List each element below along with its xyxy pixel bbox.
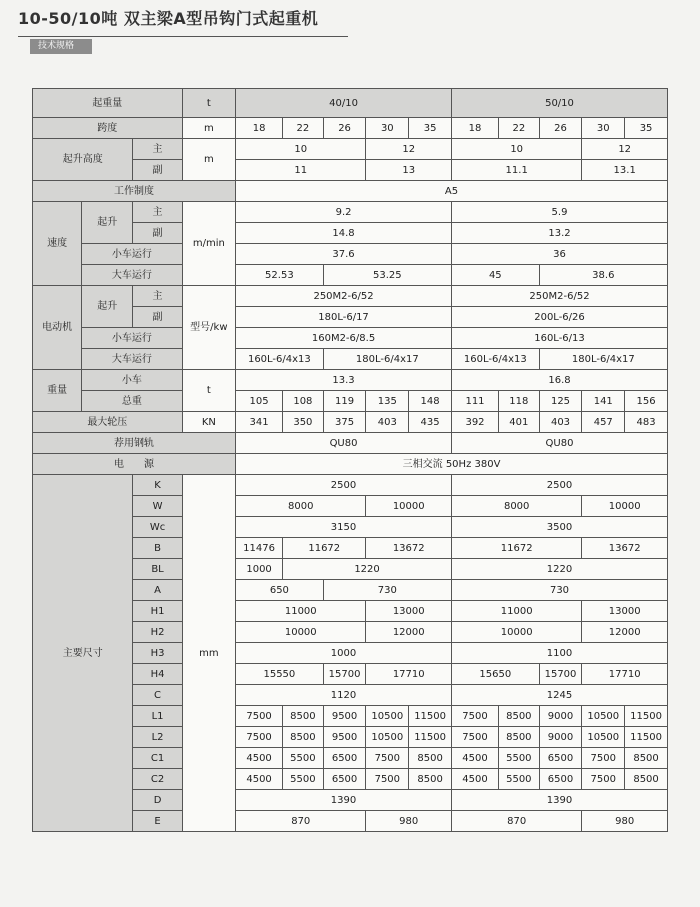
table-cell: 8500 <box>499 727 540 748</box>
table-cell: 11500 <box>625 706 668 727</box>
table-row <box>33 244 668 265</box>
table-cell: 4500 <box>452 769 499 790</box>
table-cell: 105 <box>236 391 283 412</box>
table-cell: 8500 <box>625 769 668 790</box>
table-row <box>33 202 668 223</box>
table-cell: 7500 <box>452 727 499 748</box>
table-cell: 9500 <box>323 727 366 748</box>
table-cell: 17710 <box>582 664 668 685</box>
table-cell: 250M2-6/52 <box>236 286 452 307</box>
table-row <box>33 349 668 370</box>
table-cell: 13.1 <box>582 160 668 181</box>
page-title: 10-50/10吨 双主梁A型吊钩门式起重机 <box>18 9 319 28</box>
table-cell: 8500 <box>283 727 324 748</box>
table-cell: 350 <box>283 412 324 433</box>
table-cell: 457 <box>582 412 625 433</box>
table-cell: 5500 <box>283 748 324 769</box>
table-cell: 435 <box>409 412 452 433</box>
table-cell: 10000 <box>366 496 452 517</box>
sub-label: 总重 <box>82 391 182 412</box>
spec-table <box>32 88 668 832</box>
table-cell: 13672 <box>582 538 668 559</box>
unit-cell: t <box>182 370 235 412</box>
table-cell: 250M2-6/52 <box>452 286 668 307</box>
table-cell: 35 <box>409 118 452 139</box>
table-cell: 3150 <box>236 517 452 538</box>
table-row <box>33 475 668 496</box>
table-cell: 13 <box>366 160 452 181</box>
table-row <box>33 265 668 286</box>
table-cell: 8500 <box>625 748 668 769</box>
table-cell: 15700 <box>539 664 582 685</box>
sub-label: 主 <box>133 139 182 160</box>
table-cell: 403 <box>539 412 582 433</box>
sub-label: D <box>133 790 182 811</box>
table-cell: 9000 <box>539 727 582 748</box>
group-header-50-10: 50/10 <box>452 89 668 118</box>
sub-label: 大车运行 <box>82 349 182 370</box>
table-cell: 375 <box>323 412 366 433</box>
table-cell: 11672 <box>283 538 366 559</box>
table-cell: 2500 <box>452 475 668 496</box>
sub-label: 小车 <box>82 370 182 391</box>
table-cell: 111 <box>452 391 499 412</box>
table-cell: 38.6 <box>539 265 667 286</box>
table-cell: 11500 <box>409 706 452 727</box>
table-cell: 6500 <box>539 769 582 790</box>
table-cell: 10500 <box>582 727 625 748</box>
sub-label: 起升 <box>82 202 133 244</box>
sub-label: 小车运行 <box>82 244 182 265</box>
table-cell: 160L-6/4x13 <box>452 349 540 370</box>
sub-label: C <box>133 685 182 706</box>
table-cell: 10500 <box>582 706 625 727</box>
sub-label: 副 <box>133 307 182 328</box>
table-cell: 1000 <box>236 559 283 580</box>
table-cell: 11500 <box>409 727 452 748</box>
table-cell: 45 <box>452 265 540 286</box>
row-label: 跨度 <box>33 118 183 139</box>
unit-cell: m <box>182 139 235 181</box>
table-cell: 180L-6/4x17 <box>323 349 451 370</box>
table-cell: 7500 <box>366 748 409 769</box>
table-cell: 9000 <box>539 706 582 727</box>
unit-cell: mm <box>182 475 235 832</box>
sub-label: C1 <box>133 748 182 769</box>
table-cell: A5 <box>236 181 668 202</box>
table-cell: 10000 <box>236 622 366 643</box>
table-row <box>33 181 668 202</box>
table-cell: 4500 <box>236 769 283 790</box>
row-label: 荐用钢轨 <box>33 433 236 454</box>
table-cell: 36 <box>452 244 668 265</box>
row-label: 主要尺寸 <box>33 475 133 832</box>
table-row <box>33 328 668 349</box>
table-cell: 6500 <box>323 748 366 769</box>
table-cell: 7500 <box>582 748 625 769</box>
table-cell: 2500 <box>236 475 452 496</box>
table-cell: 3500 <box>452 517 668 538</box>
table-cell: 30 <box>366 118 409 139</box>
unit-cell: m <box>182 118 235 139</box>
table-cell: 180L-6/17 <box>236 307 452 328</box>
row-label: 起升高度 <box>33 139 133 181</box>
table-cell: 119 <box>323 391 366 412</box>
sub-label: 主 <box>133 286 182 307</box>
table-cell: 135 <box>366 391 409 412</box>
table-cell: 8500 <box>499 706 540 727</box>
sub-label: 副 <box>133 223 182 244</box>
table-cell: 7500 <box>582 769 625 790</box>
table-cell: 13000 <box>366 601 452 622</box>
table-row <box>33 454 668 475</box>
table-cell: 108 <box>283 391 324 412</box>
row-label: 重量 <box>33 370 82 412</box>
row-label: 电 源 <box>33 454 236 475</box>
table-cell: 10 <box>236 139 366 160</box>
table-cell: 52.53 <box>236 265 324 286</box>
table-cell: 1390 <box>236 790 452 811</box>
table-cell: 7500 <box>366 769 409 790</box>
table-cell: 1120 <box>236 685 452 706</box>
table-cell: 1100 <box>452 643 668 664</box>
table-cell: 18 <box>452 118 499 139</box>
table-row <box>33 89 668 118</box>
unit-cell: 型号/kw <box>182 286 235 370</box>
sub-label: 小车运行 <box>82 328 182 349</box>
table-cell: 15550 <box>236 664 324 685</box>
table-cell: 8000 <box>452 496 582 517</box>
table-cell: 17710 <box>366 664 452 685</box>
sub-label: H3 <box>133 643 182 664</box>
sub-label: H2 <box>133 622 182 643</box>
table-cell: 730 <box>452 580 668 601</box>
table-cell: 7500 <box>236 727 283 748</box>
table-cell: 1220 <box>452 559 668 580</box>
table-cell: 1390 <box>452 790 668 811</box>
table-cell: 200L-6/26 <box>452 307 668 328</box>
table-cell: 160M2-6/8.5 <box>236 328 452 349</box>
row-label: 速度 <box>33 202 82 286</box>
table-cell: 118 <box>499 391 540 412</box>
table-cell: 15700 <box>323 664 366 685</box>
sub-label: 大车运行 <box>82 265 182 286</box>
table-cell: 5.9 <box>452 202 668 223</box>
table-cell: 148 <box>409 391 452 412</box>
table-cell: 26 <box>539 118 582 139</box>
table-cell: 30 <box>582 118 625 139</box>
table-cell: 三相交流 50Hz 380V <box>236 454 668 475</box>
sub-label: Wc <box>133 517 182 538</box>
table-cell: 6500 <box>539 748 582 769</box>
table-cell: 1245 <box>452 685 668 706</box>
table-row <box>33 412 668 433</box>
table-cell: QU80 <box>236 433 452 454</box>
table-cell: 16.8 <box>452 370 668 391</box>
table-cell: 53.25 <box>323 265 451 286</box>
table-cell: 156 <box>625 391 668 412</box>
table-cell: 10000 <box>452 622 582 643</box>
sub-label: H4 <box>133 664 182 685</box>
table-cell: 5500 <box>499 769 540 790</box>
table-cell: 13672 <box>366 538 452 559</box>
table-cell: 14.8 <box>236 223 452 244</box>
header-label: 起重量 <box>33 89 183 118</box>
table-cell: 7500 <box>236 706 283 727</box>
table-cell: 13000 <box>582 601 668 622</box>
table-cell: 6500 <box>323 769 366 790</box>
header-unit: t <box>182 89 235 118</box>
table-cell: 341 <box>236 412 283 433</box>
table-cell: 180L-6/4x17 <box>539 349 667 370</box>
sub-label: B <box>133 538 182 559</box>
table-cell: 11000 <box>452 601 582 622</box>
table-cell: QU80 <box>452 433 668 454</box>
table-row <box>33 286 668 307</box>
table-cell: 160L-6/4x13 <box>236 349 324 370</box>
table-row <box>33 370 668 391</box>
table-cell: 650 <box>236 580 324 601</box>
table-cell: 730 <box>323 580 451 601</box>
sub-label: H1 <box>133 601 182 622</box>
table-cell: 11 <box>236 160 366 181</box>
table-cell: 12 <box>582 139 668 160</box>
table-cell: 8000 <box>236 496 366 517</box>
table-cell: 22 <box>283 118 324 139</box>
table-cell: 35 <box>625 118 668 139</box>
table-cell: 8500 <box>409 748 452 769</box>
sub-label: W <box>133 496 182 517</box>
table-cell: 1220 <box>283 559 452 580</box>
table-cell: 870 <box>236 811 366 832</box>
table-cell: 18 <box>236 118 283 139</box>
table-cell: 26 <box>323 118 366 139</box>
table-cell: 22 <box>499 118 540 139</box>
sub-label: 主 <box>133 202 182 223</box>
table-cell: 12000 <box>582 622 668 643</box>
table-cell: 403 <box>366 412 409 433</box>
table-cell: 9500 <box>323 706 366 727</box>
sub-label: E <box>133 811 182 832</box>
table-cell: 11.1 <box>452 160 582 181</box>
sub-label: BL <box>133 559 182 580</box>
table-cell: 870 <box>452 811 582 832</box>
sub-label: 起升 <box>82 286 133 328</box>
table-cell: 1000 <box>236 643 452 664</box>
table-cell: 13.3 <box>236 370 452 391</box>
table-cell: 8500 <box>409 769 452 790</box>
group-header-40-10: 40/10 <box>236 89 452 118</box>
sub-label: L2 <box>133 727 182 748</box>
table-cell: 11672 <box>452 538 582 559</box>
unit-cell: m/min <box>182 202 235 286</box>
table-cell: 10500 <box>366 727 409 748</box>
sub-label: A <box>133 580 182 601</box>
table-cell: 10000 <box>582 496 668 517</box>
section-badge: 技术规格 <box>30 39 92 54</box>
table-cell: 160L-6/13 <box>452 328 668 349</box>
sub-label: 副 <box>133 160 182 181</box>
table-cell: 980 <box>582 811 668 832</box>
table-cell: 4500 <box>236 748 283 769</box>
table-cell: 11476 <box>236 538 283 559</box>
table-cell: 13.2 <box>452 223 668 244</box>
table-cell: 401 <box>499 412 540 433</box>
table-cell: 483 <box>625 412 668 433</box>
title-rule <box>18 36 348 37</box>
table-cell: 980 <box>366 811 452 832</box>
row-label: 工作制度 <box>33 181 236 202</box>
sub-label: K <box>133 475 182 496</box>
table-cell: 11500 <box>625 727 668 748</box>
table-cell: 11000 <box>236 601 366 622</box>
table-cell: 5500 <box>283 769 324 790</box>
table-cell: 37.6 <box>236 244 452 265</box>
sub-label: L1 <box>133 706 182 727</box>
table-cell: 15650 <box>452 664 540 685</box>
table-cell: 12000 <box>366 622 452 643</box>
table-cell: 141 <box>582 391 625 412</box>
table-cell: 392 <box>452 412 499 433</box>
unit-cell: KN <box>182 412 235 433</box>
table-cell: 5500 <box>499 748 540 769</box>
table-cell: 7500 <box>452 706 499 727</box>
table-cell: 9.2 <box>236 202 452 223</box>
table-cell: 12 <box>366 139 452 160</box>
table-cell: 10 <box>452 139 582 160</box>
table-row <box>33 118 668 139</box>
table-row <box>33 391 668 412</box>
table-row <box>33 433 668 454</box>
table-cell: 8500 <box>283 706 324 727</box>
sub-label: C2 <box>133 769 182 790</box>
table-row <box>33 139 668 160</box>
row-label: 电动机 <box>33 286 82 370</box>
table-cell: 125 <box>539 391 582 412</box>
row-label: 最大轮压 <box>33 412 183 433</box>
table-cell: 4500 <box>452 748 499 769</box>
table-cell: 10500 <box>366 706 409 727</box>
